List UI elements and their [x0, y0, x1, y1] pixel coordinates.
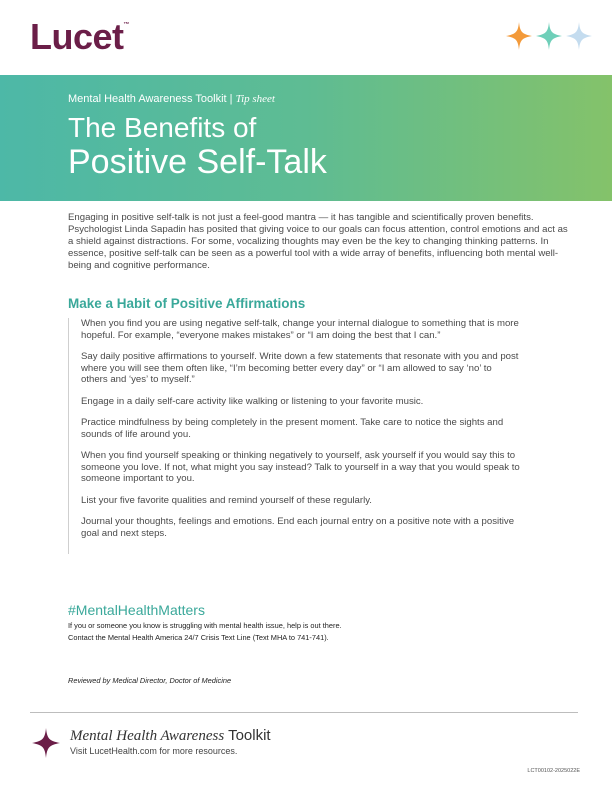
tip-item: List your five favorite qualities and remind yourself of these regularly.	[81, 494, 372, 506]
document-code: LCT00102-2025022E	[527, 768, 580, 774]
reviewed-by: Reviewed by Medical Director, Doctor of Medicine	[68, 676, 232, 685]
tip-item: When you find you are using negative self-talk, change your internal dialogue to something that is more hopeful. For example, “everyone makes mistakes” or “I am doing the best that I can.”	[81, 318, 519, 341]
tip-item: When you find yourself speaking or thinking negatively to yourself, ask yourself if you would say this to someone you love. If not, what might you say instead? Talk to yourself in a way that you would speak to someone important to you.	[81, 450, 520, 484]
footer-divider	[30, 712, 578, 713]
footer-star-icon	[32, 728, 60, 763]
lightblue-star-icon	[566, 22, 592, 50]
lucet-logo: Lucet™	[30, 16, 130, 57]
footer-visit-link[interactable]: Visit LucetHealth.com for more resources.	[70, 746, 238, 756]
help-line-1: If you or someone you know is struggling with mental health issue, help is out there.	[68, 621, 342, 630]
help-line-2: Contact the Mental Health America 24/7 Crisis Text Line (Text MHA to 741-741).	[68, 633, 329, 642]
section-heading: Make a Habit of Positive Affirmations	[68, 296, 306, 311]
page-title-line1: The Benefits of	[68, 112, 257, 143]
footer-title: Mental Health Awareness Toolkit	[70, 727, 271, 744]
toolkit-kicker: Mental Health Awareness Toolkit | Tip sheet	[68, 93, 275, 105]
orange-star-icon	[506, 22, 532, 50]
tip-item: Practice mindfulness by being completely in the present moment. Take care to notice the sights and sounds of life around you.	[81, 417, 504, 440]
decorative-stars	[506, 22, 592, 50]
tip-item: Engage in a daily self-care activity like walking or listening to your favorite music.	[81, 395, 424, 407]
mint-star-icon	[536, 22, 562, 50]
tip-item: Journal your thoughts, feelings and emotions. End each journal entry on a positive note with a positive goal and next steps.	[81, 516, 515, 539]
hashtag: #MentalHealthMatters	[68, 602, 205, 618]
intro-paragraph: Engaging in positive self-talk is not just a feel-good mantra — it has tangible and scientifically proven benefits. Psychologist Linda Sapadin has posited that giving voice to our goals can focus attention, control emotions and act as a shield against distractions. For some, vocalizing thoughts may even be the key to changing thinking patterns. In essence, positive self-talk can be seen as a powerful tool with a wide array of benefits, influencing both mental well-being and cognitive performance.	[68, 212, 568, 271]
page-title-line2: Positive Self-Talk	[68, 143, 327, 181]
tip-item: Say daily positive affirmations to yourself. Write down a few statements that resonate with you and post where you will see them often like, “I’m becoming better every day” or “I am allowed to say ‘no’ to others and ‘yes’ to myself.”	[81, 351, 519, 385]
tips-list	[68, 318, 581, 554]
